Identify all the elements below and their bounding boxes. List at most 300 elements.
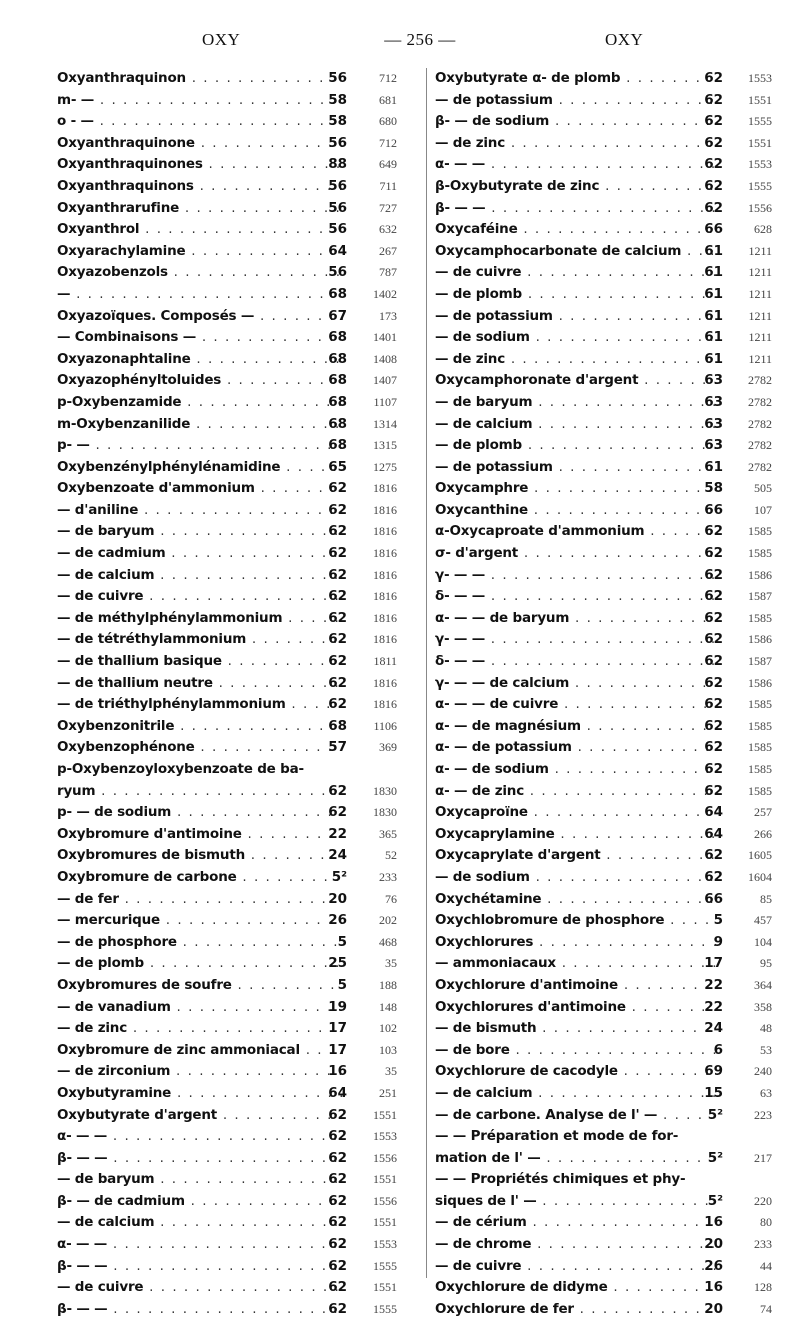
entry-name: — de thallium basique . . . — [57, 651, 343, 673]
entry-name: — de calcium . . . — [57, 1212, 343, 1234]
index-entry — [435, 435, 795, 457]
entry-volume: 5² — [331, 868, 347, 885]
entry-name: α- — — de baryum . . . — [435, 608, 717, 630]
entry-name: δ- — — . . . — [435, 651, 717, 673]
entry-volume: 62 — [328, 1236, 347, 1253]
entry-volume: 5² — [707, 1106, 723, 1123]
entry-page: 1555 — [373, 1301, 397, 1316]
index-entry — [57, 392, 422, 414]
index-entry — [435, 1105, 795, 1127]
index-entry — [57, 867, 422, 889]
index-entry — [435, 608, 795, 630]
index-entry — [435, 521, 795, 543]
entry-name: β- — de cadmium . . . — [57, 1191, 343, 1213]
entry-name: — de cuivre . . . — [57, 1277, 343, 1299]
index-entry — [435, 111, 795, 133]
entry-volume: 62 — [328, 1257, 347, 1274]
index-entry — [435, 1212, 795, 1234]
entry-name: Oxychlorure de cacodyle . . . — [435, 1061, 717, 1083]
entry-volume: 62 — [328, 609, 347, 626]
entry-name: — de triéthylphénylammonium . . . — [57, 694, 343, 716]
entry-volume: 25 — [328, 955, 347, 972]
index-entry — [57, 565, 422, 587]
index-entry — [57, 932, 422, 954]
entry-page: 1556 — [748, 200, 772, 215]
entry-page: 1407 — [373, 373, 397, 388]
entry-name: — de potassium . . . — [435, 306, 717, 328]
entry-name: Oxycamphocarbonate de calcium . . . — [435, 241, 717, 263]
index-entry — [57, 349, 422, 371]
entry-name: — de thallium neutre . . . — [57, 673, 343, 695]
index-entry — [57, 889, 422, 911]
entry-page: 369 — [379, 740, 397, 755]
index-entry — [57, 241, 422, 263]
entry-page: 1587 — [748, 589, 772, 604]
index-entry — [435, 867, 795, 889]
index-entry — [435, 953, 795, 975]
entry-volume: 62 — [328, 1300, 347, 1317]
entry-name: — de cuivre . . . — [57, 586, 343, 608]
index-entry — [57, 629, 422, 651]
entry-volume: 62 — [704, 566, 723, 583]
entry-page: 76 — [385, 891, 397, 906]
entry-volume: 62 — [328, 480, 347, 497]
index-entry — [435, 133, 795, 155]
entry-name: Oxyanthrarufine . . . — [57, 198, 343, 220]
entry-page: 1816 — [373, 610, 397, 625]
entry-name: — de zinc . . . — [435, 349, 717, 371]
entry-page: 2782 — [748, 459, 772, 474]
index-entry — [435, 198, 795, 220]
entry-name: Oxyanthraquinones . . . — [57, 154, 343, 176]
entry-page: 1551 — [748, 135, 772, 150]
entry-name: p- — . . . — [57, 435, 343, 457]
entry-volume: 69 — [704, 1063, 723, 1080]
entry-volume: 20 — [704, 1236, 723, 1253]
entry-name: Oxyazobenzols . . . — [57, 262, 343, 284]
index-entry — [57, 1018, 422, 1040]
entry-page: 103 — [379, 1042, 397, 1057]
entry-volume: 56 — [328, 264, 347, 281]
index-entry — [57, 1061, 422, 1083]
entry-name: — de phosphore . . . — [57, 932, 343, 954]
index-entry — [435, 716, 795, 738]
entry-page: 251 — [379, 1085, 397, 1100]
entry-volume: 66 — [704, 501, 723, 518]
entry-name: — mercurique . . . — [57, 910, 343, 932]
index-entry — [435, 306, 795, 328]
index-entry — [57, 327, 422, 349]
entry-name: Oxychétamine . . . — [435, 889, 717, 911]
index-entry — [435, 90, 795, 112]
entry-name: — de tétréthylammonium . . . — [57, 629, 343, 651]
index-entry — [435, 1040, 795, 1062]
entry-name: mation de l' — . . . — [435, 1148, 717, 1170]
entry-name: — de zinc . . . — [435, 133, 717, 155]
index-entry — [435, 1083, 795, 1105]
entry-name: — d'aniline . . . — [57, 500, 343, 522]
entry-volume: 61 — [704, 350, 723, 367]
entry-name: p-Oxybenzamide . . . — [57, 392, 343, 414]
index-column-left — [57, 68, 422, 1320]
index-entry — [435, 781, 795, 803]
entry-name: β- — — . . . — [57, 1256, 343, 1278]
entry-name: δ- — — . . . — [435, 586, 717, 608]
entry-name: — de zinc . . . — [57, 1018, 343, 1040]
entry-name: — de vanadium . . . — [57, 997, 343, 1019]
index-entry — [435, 694, 795, 716]
entry-name: — de baryum . . . — [57, 521, 343, 543]
entry-name: p-Oxybenzoyloxybenzoate de ba- — [57, 761, 304, 777]
entry-page: 1585 — [748, 524, 772, 539]
index-entry — [435, 1148, 795, 1170]
entry-page: 1586 — [748, 632, 772, 647]
entry-volume: 19 — [328, 998, 347, 1015]
entry-name: Oxychlorure de fer . . . — [435, 1299, 717, 1320]
entry-page: 188 — [379, 977, 397, 992]
entry-page: 468 — [379, 934, 397, 949]
entry-page: 1551 — [748, 92, 772, 107]
entry-page: 1551 — [373, 1215, 397, 1230]
entry-page: 95 — [760, 956, 772, 971]
entry-name: — . . . — [57, 284, 343, 306]
entry-volume: 62 — [328, 588, 347, 605]
entry-volume: 17 — [328, 1041, 347, 1058]
entry-page: 35 — [385, 956, 397, 971]
entry-page: 1402 — [373, 286, 397, 301]
index-entry — [57, 370, 422, 392]
entry-name: — de cuivre . . . — [435, 1256, 717, 1278]
index-entry — [57, 262, 422, 284]
page-number: — 256 — — [384, 30, 456, 49]
entry-volume: 62 — [328, 1214, 347, 1231]
entry-name: — de potassium . . . — [435, 457, 717, 479]
entry-page: 1106 — [373, 718, 397, 733]
entry-volume: 5² — [707, 1192, 723, 1209]
page-header — [0, 30, 800, 52]
entry-page: 1553 — [748, 157, 772, 172]
index-entry — [435, 1191, 795, 1213]
entry-volume: 68 — [328, 350, 347, 367]
entry-volume: 5 — [337, 976, 347, 993]
entry-volume: 62 — [328, 1192, 347, 1209]
entry-volume: 5² — [707, 1149, 723, 1166]
entry-page: 1551 — [373, 1107, 397, 1122]
entry-page: 1816 — [373, 502, 397, 517]
entry-name: γ- — — . . . — [435, 565, 717, 587]
entry-volume: 62 — [328, 631, 347, 648]
index-entry — [57, 521, 422, 543]
index-entry — [57, 133, 422, 155]
entry-page: 104 — [754, 934, 772, 949]
entry-page: 266 — [754, 826, 772, 841]
index-entry — [435, 327, 795, 349]
index-entry — [57, 154, 422, 176]
index-entry — [435, 629, 795, 651]
index-entry — [435, 997, 795, 1019]
entry-volume: 64 — [328, 1084, 347, 1101]
entry-volume: 22 — [704, 976, 723, 993]
entry-volume: 22 — [704, 998, 723, 1015]
entry-name: m-Oxybenzanilide . . . — [57, 414, 343, 436]
index-entry — [57, 651, 422, 673]
entry-volume: 66 — [704, 890, 723, 907]
entry-volume: 68 — [328, 372, 347, 389]
entry-name: β- — — . . . — [57, 1299, 343, 1320]
entry-page: 74 — [760, 1301, 772, 1316]
entry-page: 1816 — [373, 697, 397, 712]
entry-name: β- — de sodium . . . — [435, 111, 717, 133]
entry-page: 1555 — [373, 1258, 397, 1273]
entry-volume: 64 — [704, 825, 723, 842]
entry-page: 1408 — [373, 351, 397, 366]
entry-name: — de zirconium . . . — [57, 1061, 343, 1083]
entry-name: — ammoniacaux . . . — [435, 953, 717, 975]
entry-page: 63 — [760, 1085, 772, 1100]
entry-name: ryum . . . — [57, 781, 343, 803]
entry-name: α- — de zinc . . . — [435, 781, 717, 803]
index-entry — [57, 543, 422, 565]
entry-page: 1585 — [748, 546, 772, 561]
entry-name: — de bore . . . — [435, 1040, 717, 1062]
entry-volume: 56 — [328, 134, 347, 151]
entry-volume: 62 — [328, 545, 347, 562]
index-entry — [57, 414, 422, 436]
index-entry — [57, 306, 422, 328]
entry-name: α- — de sodium . . . — [435, 759, 717, 781]
entry-name: α-Oxycaproate d'ammonium . . . — [435, 521, 717, 543]
entry-volume: 62 — [704, 91, 723, 108]
entry-page: 1587 — [748, 654, 772, 669]
entry-name: Oxychlobromure de phosphore . . . — [435, 910, 717, 932]
entry-name: γ- — — de calcium . . . — [435, 673, 717, 695]
index-entry — [435, 1256, 795, 1278]
entry-name: α- — — . . . — [435, 154, 717, 176]
entry-volume: 62 — [704, 782, 723, 799]
index-entry — [57, 737, 422, 759]
entry-name: — de calcium . . . — [435, 1083, 717, 1105]
entry-name: — de calcium . . . — [57, 565, 343, 587]
entry-name: Oxybenzoate d'ammonium . . . — [57, 478, 343, 500]
entry-page: 2782 — [748, 438, 772, 453]
index-entry — [57, 1234, 422, 1256]
entry-name: β- — — . . . — [57, 1148, 343, 1170]
entry-page: 53 — [760, 1042, 772, 1057]
entry-name: Oxyazoïques. Composés — . . . — [57, 306, 343, 328]
index-entry — [435, 284, 795, 306]
index-entry — [57, 781, 422, 803]
entry-name: — de cuivre . . . — [435, 262, 717, 284]
entry-page: 1556 — [373, 1150, 397, 1165]
entry-page: 358 — [754, 999, 772, 1014]
index-entry — [435, 241, 795, 263]
entry-name: σ- d'argent . . . — [435, 543, 717, 565]
entry-page: 1830 — [373, 805, 397, 820]
entry-volume: 57 — [328, 739, 347, 756]
entry-page: 1314 — [373, 416, 397, 431]
entry-name: α- — de potassium . . . — [435, 737, 717, 759]
entry-name: Oxybutyramine . . . — [57, 1083, 343, 1105]
entry-volume: 88 — [328, 156, 347, 173]
index-entry — [435, 392, 795, 414]
entry-volume: 61 — [704, 458, 723, 475]
entry-volume: 62 — [328, 1279, 347, 1296]
entry-page: 217 — [754, 1150, 772, 1165]
entry-volume: 16 — [328, 1063, 347, 1080]
entry-volume: 62 — [704, 199, 723, 216]
index-entry — [57, 845, 422, 867]
entry-page: 1551 — [373, 1172, 397, 1187]
entry-name: Oxybutyrate α- de plomb . . . — [435, 68, 717, 90]
entry-page: 1605 — [748, 848, 772, 863]
entry-volume: 66 — [704, 221, 723, 238]
index-entry — [435, 651, 795, 673]
entry-volume: 24 — [704, 1020, 723, 1037]
entry-volume: 67 — [328, 307, 347, 324]
entry-volume: 62 — [328, 782, 347, 799]
entry-name: Oxycanthine . . . — [435, 500, 717, 522]
entry-volume: 26 — [704, 1257, 723, 1274]
entry-name: Oxybromure d'antimoine . . . — [57, 824, 343, 846]
entry-volume: 63 — [704, 372, 723, 389]
entry-name: — de plomb . . . — [435, 284, 717, 306]
entry-page: 1555 — [748, 178, 772, 193]
entry-page: 1553 — [373, 1237, 397, 1252]
entry-volume: 62 — [704, 868, 723, 885]
entry-volume: 9 — [713, 933, 723, 950]
entry-name: Oxybenzonitrile . . . — [57, 716, 343, 738]
entry-name: Oxychlorures d'antimoine . . . — [435, 997, 717, 1019]
index-entry — [435, 975, 795, 997]
index-entry — [57, 1256, 422, 1278]
entry-page: 1816 — [373, 524, 397, 539]
index-entry — [435, 932, 795, 954]
entry-volume: 5 — [337, 933, 347, 950]
index-entry — [435, 673, 795, 695]
entry-page: 1604 — [748, 869, 772, 884]
index-entry — [57, 824, 422, 846]
index-entry — [57, 176, 422, 198]
entry-page: 1816 — [373, 589, 397, 604]
entry-volume: 62 — [704, 761, 723, 777]
entry-page: 1211 — [748, 351, 772, 366]
index-entry — [435, 414, 795, 436]
index-entry — [57, 586, 422, 608]
entry-volume: 61 — [704, 242, 723, 259]
entry-name: γ- — — . . . — [435, 629, 717, 651]
entry-page: 365 — [379, 826, 397, 841]
index-entry — [57, 457, 422, 479]
entry-name: Oxybenzophénone . . . — [57, 737, 343, 759]
entry-page: 1553 — [373, 1129, 397, 1144]
entry-page: 1816 — [373, 567, 397, 582]
entry-name: siques de l' — . . . — [435, 1191, 717, 1213]
entry-volume: 62 — [704, 847, 723, 864]
entry-volume: 58 — [328, 91, 347, 108]
index-entry — [435, 1018, 795, 1040]
index-entry — [435, 262, 795, 284]
entry-name: Oxybenzénylphénylénamidine . . . — [57, 457, 343, 479]
entry-page: 257 — [754, 805, 772, 820]
entry-volume: 62 — [328, 501, 347, 518]
entry-page: 173 — [379, 308, 397, 323]
index-entry — [57, 1105, 422, 1127]
index-entry — [57, 673, 422, 695]
entry-volume: 68 — [328, 717, 347, 734]
entry-name: Oxycaprylamine . . . — [435, 824, 717, 846]
entry-volume: 62 — [704, 134, 723, 151]
entry-volume: 62 — [704, 113, 723, 130]
index-entry — [57, 1083, 422, 1105]
entry-volume: 17 — [704, 955, 723, 972]
entry-page: 712 — [379, 71, 397, 85]
entry-page: 44 — [760, 1258, 772, 1273]
entry-name: — de baryum . . . — [435, 392, 717, 414]
entry-name: Oxycamphre . . . — [435, 478, 717, 500]
entry-volume: 62 — [704, 545, 723, 562]
entry-name: β- — — . . . — [435, 198, 717, 220]
entry-page: 457 — [754, 913, 772, 928]
entry-volume: 63 — [704, 437, 723, 454]
index-entry — [435, 543, 795, 565]
entry-page: 35 — [385, 1064, 397, 1079]
index-entry — [435, 565, 795, 587]
entry-page: 2782 — [748, 373, 772, 388]
entry-volume: 22 — [328, 825, 347, 842]
entry-page: 1211 — [748, 286, 772, 301]
index-entry — [57, 759, 422, 781]
entry-name: Oxycaprylate d'argent . . . — [435, 845, 717, 867]
entry-page: 1211 — [748, 243, 772, 258]
entry-page: 1816 — [373, 675, 397, 690]
entry-volume: 5 — [713, 912, 723, 929]
entry-page: 1586 — [748, 567, 772, 582]
entry-name: — de méthylphénylammonium . . . — [57, 608, 343, 630]
entry-page: 1211 — [748, 330, 772, 345]
entry-page: 364 — [754, 977, 772, 992]
index-entry — [57, 111, 422, 133]
entry-name: — Combinaisons — . . . — [57, 327, 343, 349]
entry-page: 711 — [379, 178, 397, 193]
entry-page: 680 — [379, 114, 397, 129]
entry-name: Oxyanthrol . . . — [57, 219, 343, 241]
entry-volume: 63 — [704, 415, 723, 432]
index-entry — [57, 608, 422, 630]
index-entry — [435, 478, 795, 500]
entry-name: — de calcium . . . — [435, 414, 717, 436]
index-entry — [435, 1277, 795, 1299]
entry-name: Oxycaféine . . . — [435, 219, 717, 241]
entry-volume: 15 — [704, 1084, 723, 1101]
entry-volume: 62 — [704, 674, 723, 691]
index-entry — [435, 1126, 795, 1148]
entry-page: 233 — [754, 1237, 772, 1252]
entry-volume: 62 — [704, 523, 723, 540]
entry-page: 48 — [760, 1021, 772, 1036]
entry-volume: 62 — [328, 674, 347, 691]
entry-page: 2782 — [748, 394, 772, 409]
entry-page: 220 — [754, 1193, 772, 1208]
running-head-left: OXY — [202, 30, 241, 49]
index-entry — [57, 802, 422, 824]
entry-page: 2782 — [748, 416, 772, 431]
index-entry — [57, 68, 422, 90]
entry-page: 1551 — [373, 1280, 397, 1295]
entry-name: Oxychlorure d'antimoine . . . — [435, 975, 717, 997]
entry-volume: 6 — [713, 1041, 723, 1058]
entry-page: 1585 — [748, 610, 772, 625]
entry-page: 1211 — [748, 265, 772, 280]
